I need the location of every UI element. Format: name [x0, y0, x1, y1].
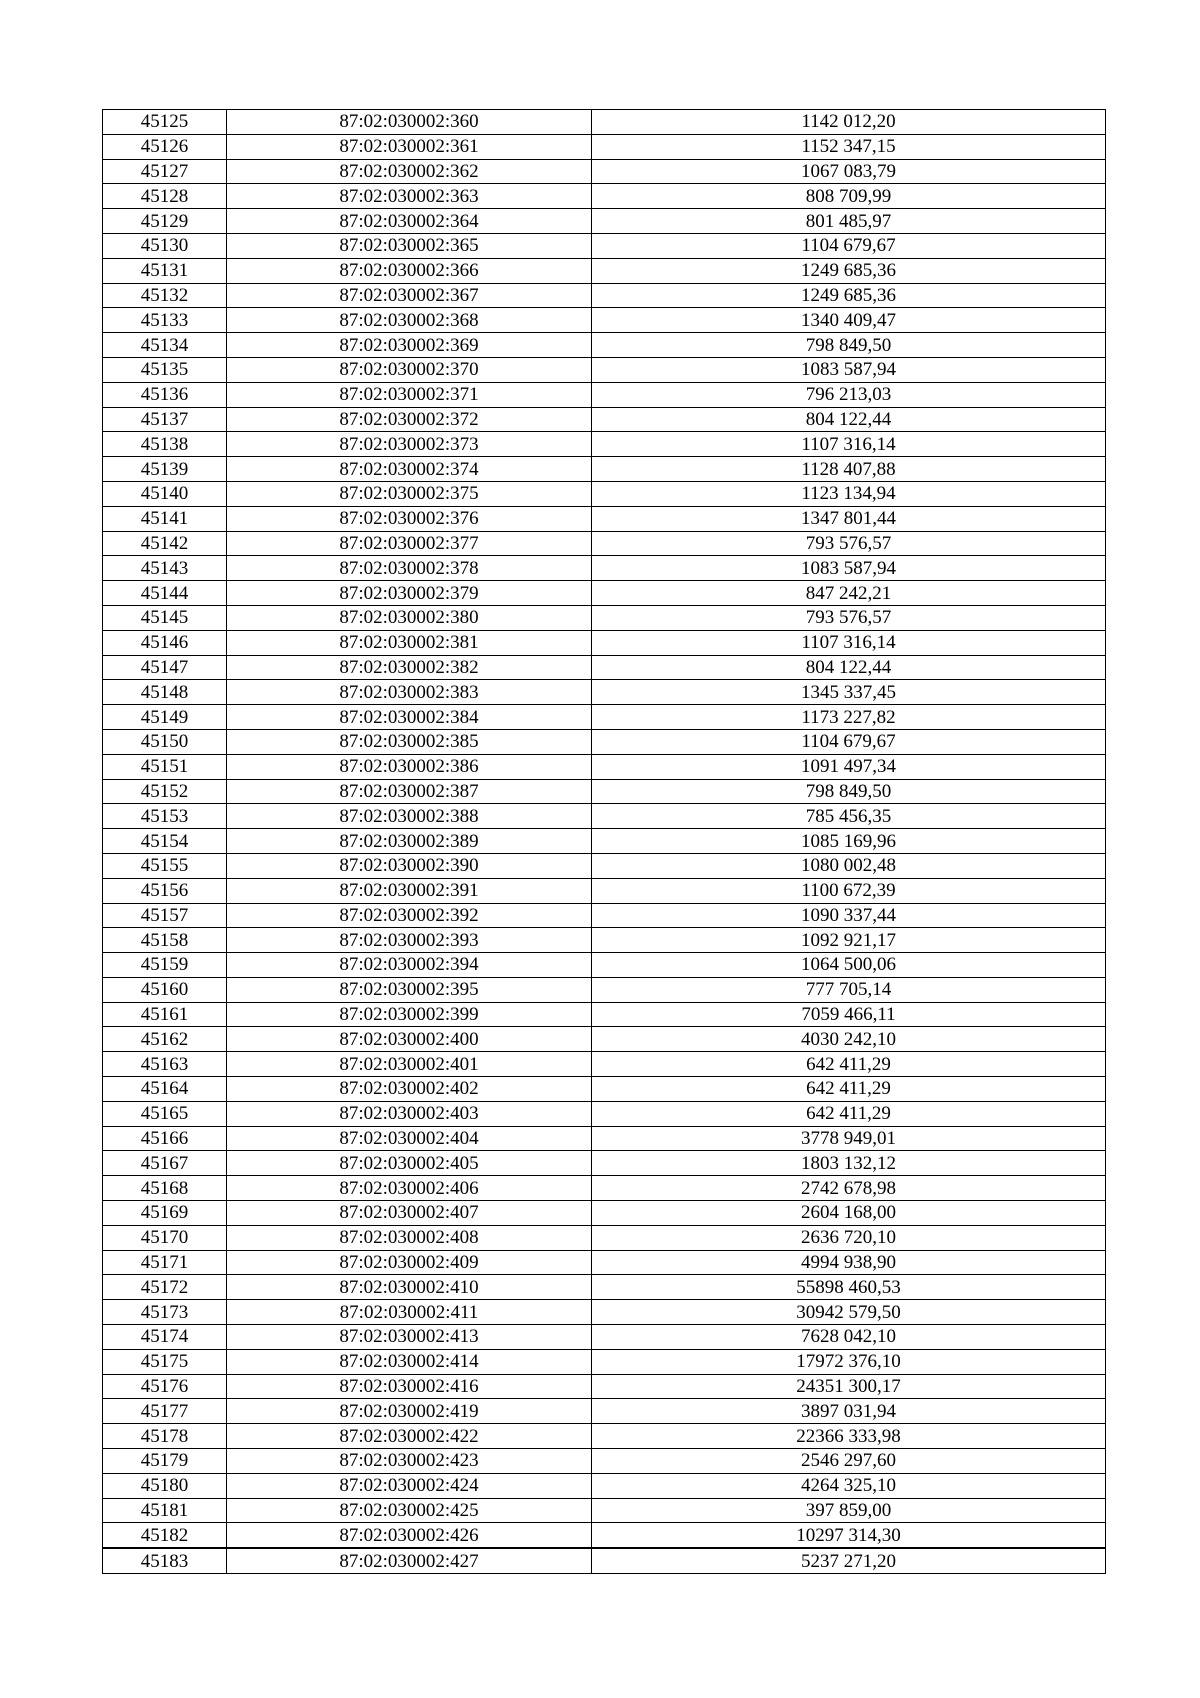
- row-number-cell: 45132: [103, 283, 227, 308]
- cadastral-value-cell: 798 849,50: [592, 779, 1106, 804]
- row-number-cell: 45147: [103, 655, 227, 680]
- cadastral-value-cell: 1083 587,94: [592, 357, 1106, 382]
- row-number-cell: 45164: [103, 1077, 227, 1102]
- cadastral-number-cell: 87:02:030002:367: [227, 283, 592, 308]
- cadastral-value-cell: 796 213,03: [592, 382, 1106, 407]
- cadastral-number-cell: 87:02:030002:405: [227, 1151, 592, 1176]
- table-row: [103, 258, 1106, 283]
- cadastral-value-cell: 642 411,29: [592, 1077, 1106, 1102]
- cadastral-value-cell: 785 456,35: [592, 804, 1106, 829]
- cadastral-number-cell: 87:02:030002:391: [227, 878, 592, 903]
- row-number-cell: 45176: [103, 1374, 227, 1399]
- table-row: [103, 407, 1106, 432]
- row-number-cell: 45140: [103, 481, 227, 506]
- cadastral-number-cell: 87:02:030002:399: [227, 1002, 592, 1027]
- table-row: [103, 1523, 1106, 1548]
- cadastral-value-cell: 1064 500,06: [592, 953, 1106, 978]
- cadastral-value-cell: 1090 337,44: [592, 903, 1106, 928]
- row-number-cell: 45126: [103, 134, 227, 159]
- cadastral-number-cell: 87:02:030002:409: [227, 1250, 592, 1275]
- row-number-cell: 45168: [103, 1176, 227, 1201]
- table-row: [103, 134, 1106, 159]
- row-number-cell: 45169: [103, 1201, 227, 1226]
- table-row: [103, 705, 1106, 730]
- cadastral-value-cell: 397 859,00: [592, 1498, 1106, 1523]
- table-row: [103, 655, 1106, 680]
- table-row: [103, 531, 1106, 556]
- cadastral-number-cell: 87:02:030002:379: [227, 581, 592, 606]
- cadastral-value-cell: 1083 587,94: [592, 556, 1106, 581]
- cadastral-number-cell: 87:02:030002:363: [227, 184, 592, 209]
- cadastral-number-cell: 87:02:030002:404: [227, 1126, 592, 1151]
- table-row: [103, 903, 1106, 928]
- table-row: [103, 209, 1106, 234]
- cadastral-value-cell: 793 576,57: [592, 605, 1106, 630]
- cadastral-number-cell: 87:02:030002:369: [227, 333, 592, 358]
- table-row: [103, 829, 1106, 854]
- row-number-cell: 45181: [103, 1498, 227, 1523]
- cadastral-number-cell: 87:02:030002:375: [227, 481, 592, 506]
- row-number-cell: 45139: [103, 457, 227, 482]
- cadastral-number-cell: 87:02:030002:419: [227, 1399, 592, 1424]
- cadastral-number-cell: 87:02:030002:414: [227, 1349, 592, 1374]
- cadastral-value-cell: 1104 679,67: [592, 233, 1106, 258]
- table-row: [103, 1176, 1106, 1201]
- cadastral-value-cell: 793 576,57: [592, 531, 1106, 556]
- table-row: [103, 1077, 1106, 1102]
- cadastral-value-cell: 4264 325,10: [592, 1473, 1106, 1498]
- cadastral-value-cell: 2604 168,00: [592, 1201, 1106, 1226]
- cadastral-number-cell: 87:02:030002:377: [227, 531, 592, 556]
- table-row: [103, 1101, 1106, 1126]
- table-row: [103, 729, 1106, 754]
- table-row: [103, 779, 1106, 804]
- table-row: [103, 1349, 1106, 1374]
- table-row: [103, 1473, 1106, 1498]
- cadastral-number-cell: 87:02:030002:413: [227, 1325, 592, 1350]
- row-number-cell: 45135: [103, 357, 227, 382]
- cadastral-number-cell: 87:02:030002:376: [227, 506, 592, 531]
- cadastral-number-cell: 87:02:030002:393: [227, 928, 592, 953]
- row-number-cell: 45156: [103, 878, 227, 903]
- cadastral-number-cell: 87:02:030002:384: [227, 705, 592, 730]
- row-number-cell: 45154: [103, 829, 227, 854]
- row-number-cell: 45153: [103, 804, 227, 829]
- table-row: [103, 457, 1106, 482]
- cadastral-value-cell: 17972 376,10: [592, 1349, 1106, 1374]
- table-row: [103, 1449, 1106, 1474]
- row-number-cell: 45146: [103, 630, 227, 655]
- cadastral-number-cell: 87:02:030002:424: [227, 1473, 592, 1498]
- row-number-cell: 45149: [103, 705, 227, 730]
- cadastral-number-cell: 87:02:030002:395: [227, 977, 592, 1002]
- row-number-cell: 45138: [103, 432, 227, 457]
- cadastral-number-cell: 87:02:030002:408: [227, 1225, 592, 1250]
- row-number-cell: 45150: [103, 729, 227, 754]
- cadastral-number-cell: 87:02:030002:386: [227, 754, 592, 779]
- cadastral-number-cell: 87:02:030002:380: [227, 605, 592, 630]
- row-number-cell: 45178: [103, 1424, 227, 1449]
- row-number-cell: 45183: [103, 1548, 227, 1573]
- cadastral-value-cell: 4030 242,10: [592, 1027, 1106, 1052]
- cadastral-value-cell: 1803 132,12: [592, 1151, 1106, 1176]
- cadastral-value-cell: 804 122,44: [592, 655, 1106, 680]
- cadastral-number-cell: 87:02:030002:383: [227, 680, 592, 705]
- cadastral-number-cell: 87:02:030002:402: [227, 1077, 592, 1102]
- row-number-cell: 45171: [103, 1250, 227, 1275]
- row-number-cell: 45152: [103, 779, 227, 804]
- cadastral-number-cell: 87:02:030002:407: [227, 1201, 592, 1226]
- table-row: [103, 506, 1106, 531]
- cadastral-value-cell: 801 485,97: [592, 209, 1106, 234]
- cadastral-value-cell: 7059 466,11: [592, 1002, 1106, 1027]
- table-row: [103, 1052, 1106, 1077]
- row-number-cell: 45175: [103, 1349, 227, 1374]
- cadastral-number-cell: 87:02:030002:410: [227, 1275, 592, 1300]
- row-number-cell: 45173: [103, 1300, 227, 1325]
- row-number-cell: 45174: [103, 1325, 227, 1350]
- row-number-cell: 45159: [103, 953, 227, 978]
- cadastral-number-cell: 87:02:030002:390: [227, 853, 592, 878]
- table-row: [103, 1548, 1106, 1573]
- row-number-cell: 45163: [103, 1052, 227, 1077]
- cadastral-value-cell: 1142 012,20: [592, 110, 1106, 135]
- table-row: [103, 853, 1106, 878]
- cadastral-value-cell: 3897 031,94: [592, 1399, 1106, 1424]
- table-row: [103, 283, 1106, 308]
- cadastral-number-cell: 87:02:030002:385: [227, 729, 592, 754]
- table-row: [103, 581, 1106, 606]
- table-row: [103, 432, 1106, 457]
- cadastral-number-cell: 87:02:030002:378: [227, 556, 592, 581]
- table-row: [103, 1498, 1106, 1523]
- cadastral-number-cell: 87:02:030002:400: [227, 1027, 592, 1052]
- table-row: [103, 1201, 1106, 1226]
- table-row: [103, 1399, 1106, 1424]
- cadastral-number-cell: 87:02:030002:373: [227, 432, 592, 457]
- cadastral-value-cell: 1107 316,14: [592, 630, 1106, 655]
- cadastral-number-cell: 87:02:030002:372: [227, 407, 592, 432]
- table-row: [103, 1126, 1106, 1151]
- row-number-cell: 45170: [103, 1225, 227, 1250]
- table-row: [103, 605, 1106, 630]
- cadastral-value-cell: 4994 938,90: [592, 1250, 1106, 1275]
- cadastral-number-cell: 87:02:030002:394: [227, 953, 592, 978]
- table-row: [103, 233, 1106, 258]
- cadastral-number-cell: 87:02:030002:392: [227, 903, 592, 928]
- cadastral-value-cell: 1340 409,47: [592, 308, 1106, 333]
- row-number-cell: 45177: [103, 1399, 227, 1424]
- cadastral-number-cell: 87:02:030002:360: [227, 110, 592, 135]
- row-number-cell: 45143: [103, 556, 227, 581]
- cadastral-number-cell: 87:02:030002:411: [227, 1300, 592, 1325]
- cadastral-value-cell: 3778 949,01: [592, 1126, 1106, 1151]
- cadastral-value-cell: 1347 801,44: [592, 506, 1106, 531]
- row-number-cell: 45172: [103, 1275, 227, 1300]
- cadastral-value-cell: 1173 227,82: [592, 705, 1106, 730]
- cadastral-value-cell: 1152 347,15: [592, 134, 1106, 159]
- table-row: [103, 481, 1106, 506]
- table-row: [103, 159, 1106, 184]
- cadastral-value-cell: 55898 460,53: [592, 1275, 1106, 1300]
- row-number-cell: 45130: [103, 233, 227, 258]
- cadastral-number-cell: 87:02:030002:427: [227, 1548, 592, 1573]
- table-row: [103, 1424, 1106, 1449]
- table-row: [103, 878, 1106, 903]
- cadastral-value-cell: 1107 316,14: [592, 432, 1106, 457]
- cadastral-number-cell: 87:02:030002:401: [227, 1052, 592, 1077]
- table-row: [103, 110, 1106, 135]
- cadastral-value-cell: 847 242,21: [592, 581, 1106, 606]
- cadastral-number-cell: 87:02:030002:426: [227, 1523, 592, 1548]
- table-body: [103, 110, 1106, 1574]
- cadastral-value-cell: 1092 921,17: [592, 928, 1106, 953]
- row-number-cell: 45125: [103, 110, 227, 135]
- cadastral-number-cell: 87:02:030002:381: [227, 630, 592, 655]
- cadastral-value-cell: 1123 134,94: [592, 481, 1106, 506]
- row-number-cell: 45167: [103, 1151, 227, 1176]
- cadastral-number-cell: 87:02:030002:422: [227, 1424, 592, 1449]
- cadastral-value-cell: 798 849,50: [592, 333, 1106, 358]
- cadastral-value-cell: 1249 685,36: [592, 258, 1106, 283]
- table-row: [103, 1002, 1106, 1027]
- cadastral-number-cell: 87:02:030002:416: [227, 1374, 592, 1399]
- table-row: [103, 333, 1106, 358]
- cadastral-number-cell: 87:02:030002:370: [227, 357, 592, 382]
- row-number-cell: 45128: [103, 184, 227, 209]
- cadastral-number-cell: 87:02:030002:366: [227, 258, 592, 283]
- cadastral-value-cell: 7628 042,10: [592, 1325, 1106, 1350]
- row-number-cell: 45166: [103, 1126, 227, 1151]
- cadastral-number-cell: 87:02:030002:387: [227, 779, 592, 804]
- table-row: [103, 630, 1106, 655]
- table-row: [103, 680, 1106, 705]
- row-number-cell: 45158: [103, 928, 227, 953]
- row-number-cell: 45160: [103, 977, 227, 1002]
- cadastral-value-cell: 22366 333,98: [592, 1424, 1106, 1449]
- row-number-cell: 45127: [103, 159, 227, 184]
- row-number-cell: 45134: [103, 333, 227, 358]
- table-row: [103, 928, 1106, 953]
- row-number-cell: 45161: [103, 1002, 227, 1027]
- cadastral-value-cell: 1067 083,79: [592, 159, 1106, 184]
- cadastral-number-cell: 87:02:030002:389: [227, 829, 592, 854]
- cadastral-value-cell: 1104 679,67: [592, 729, 1106, 754]
- cadastral-value-cell: 1345 337,45: [592, 680, 1106, 705]
- cadastral-value-cell: 2636 720,10: [592, 1225, 1106, 1250]
- row-number-cell: 45136: [103, 382, 227, 407]
- table-row: [103, 1325, 1106, 1350]
- cadastral-number-cell: 87:02:030002:425: [227, 1498, 592, 1523]
- cadastral-number-cell: 87:02:030002:365: [227, 233, 592, 258]
- table-row: [103, 1151, 1106, 1176]
- table-row: [103, 556, 1106, 581]
- row-number-cell: 45151: [103, 754, 227, 779]
- table-row: [103, 754, 1106, 779]
- table-row: [103, 184, 1106, 209]
- cadastral-number-cell: 87:02:030002:362: [227, 159, 592, 184]
- table-row: [103, 1027, 1106, 1052]
- row-number-cell: 45137: [103, 407, 227, 432]
- table-row: [103, 1225, 1106, 1250]
- row-number-cell: 45144: [103, 581, 227, 606]
- row-number-cell: 45148: [103, 680, 227, 705]
- row-number-cell: 45129: [103, 209, 227, 234]
- table-row: [103, 1374, 1106, 1399]
- cadastral-value-cell: 808 709,99: [592, 184, 1106, 209]
- cadastral-value-cell: 30942 579,50: [592, 1300, 1106, 1325]
- cadastral-value-cell: 642 411,29: [592, 1101, 1106, 1126]
- cadastral-number-cell: 87:02:030002:406: [227, 1176, 592, 1201]
- cadastral-value-cell: 777 705,14: [592, 977, 1106, 1002]
- row-number-cell: 45145: [103, 605, 227, 630]
- row-number-cell: 45131: [103, 258, 227, 283]
- cadastral-value-cell: 804 122,44: [592, 407, 1106, 432]
- cadastral-value-cell: 1080 002,48: [592, 853, 1106, 878]
- cadastral-value-cell: 10297 314,30: [592, 1523, 1106, 1548]
- table-row: [103, 1250, 1106, 1275]
- row-number-cell: 45180: [103, 1473, 227, 1498]
- cadastral-number-cell: 87:02:030002:371: [227, 382, 592, 407]
- cadastral-value-cell: 1249 685,36: [592, 283, 1106, 308]
- row-number-cell: 45141: [103, 506, 227, 531]
- table-row: [103, 953, 1106, 978]
- table-row: [103, 357, 1106, 382]
- cadastral-value-cell: 1085 169,96: [592, 829, 1106, 854]
- row-number-cell: 45182: [103, 1523, 227, 1548]
- table-row: [103, 977, 1106, 1002]
- table-row: [103, 1275, 1106, 1300]
- cadastral-value-cell: 2742 678,98: [592, 1176, 1106, 1201]
- cadastral-value-cell: 2546 297,60: [592, 1449, 1106, 1474]
- table-row: [103, 804, 1106, 829]
- cadastral-number-cell: 87:02:030002:368: [227, 308, 592, 333]
- cadastral-value-cell: 5237 271,20: [592, 1548, 1106, 1573]
- row-number-cell: 45162: [103, 1027, 227, 1052]
- table-row: [103, 382, 1106, 407]
- row-number-cell: 45157: [103, 903, 227, 928]
- cadastral-value-table: [102, 109, 1106, 1574]
- row-number-cell: 45133: [103, 308, 227, 333]
- cadastral-value-cell: 1128 407,88: [592, 457, 1106, 482]
- cadastral-number-cell: 87:02:030002:364: [227, 209, 592, 234]
- cadastral-value-cell: 1100 672,39: [592, 878, 1106, 903]
- cadastral-value-cell: 642 411,29: [592, 1052, 1106, 1077]
- row-number-cell: 45155: [103, 853, 227, 878]
- cadastral-number-cell: 87:02:030002:374: [227, 457, 592, 482]
- cadastral-value-cell: 24351 300,17: [592, 1374, 1106, 1399]
- row-number-cell: 45179: [103, 1449, 227, 1474]
- row-number-cell: 45142: [103, 531, 227, 556]
- cadastral-number-cell: 87:02:030002:382: [227, 655, 592, 680]
- cadastral-number-cell: 87:02:030002:423: [227, 1449, 592, 1474]
- cadastral-value-cell: 1091 497,34: [592, 754, 1106, 779]
- table-row: [103, 308, 1106, 333]
- cadastral-number-cell: 87:02:030002:403: [227, 1101, 592, 1126]
- cadastral-number-cell: 87:02:030002:388: [227, 804, 592, 829]
- cadastral-number-cell: 87:02:030002:361: [227, 134, 592, 159]
- table-row: [103, 1300, 1106, 1325]
- row-number-cell: 45165: [103, 1101, 227, 1126]
